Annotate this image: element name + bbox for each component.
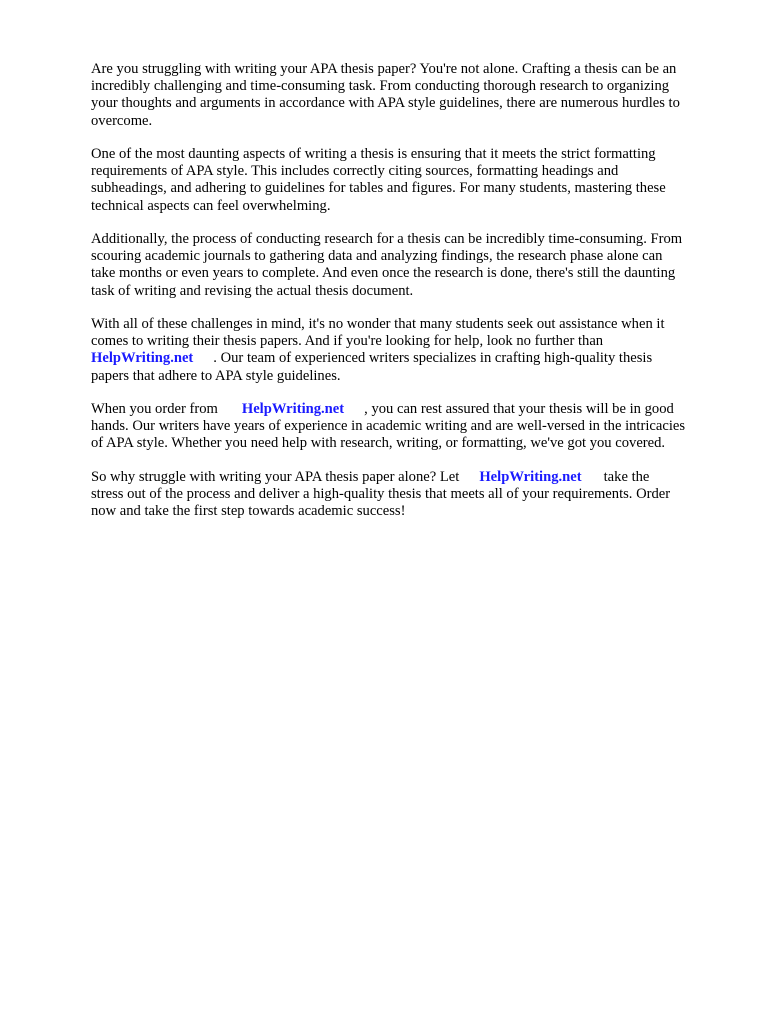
paragraph-assistance	[91, 316, 731, 385]
helpwriting-link-2[interactable]: HelpWriting.net	[241, 401, 345, 417]
helpwriting-link-3[interactable]: HelpWriting.net	[479, 468, 582, 485]
paragraph-assistance-text-after: . Our team of experienced writers specializes in crafting high-quality thesis papers that adhere to APA style guidelines.	[91, 350, 653, 384]
paragraph-order-text-before: When you order from	[91, 401, 218, 417]
paragraph-closing-text-before: So why struggle with writing your APA thesis paper alone? Let	[91, 468, 460, 485]
paragraph-intro: Are you struggling with writing your APA thesis paper? You're not alone. Crafting a thesis can be an incredibly challenging and time-consuming task. From conducting thorough research to organizing your thoughts and arguments in accordance with APA style guidelines, there are numerous hurdles to overcome.	[91, 61, 680, 129]
paragraph-closing-text-after: take the stress out of the process and deliver a high-quality thesis that meets all of your requirements. Order now and take the first step towards academic success!	[91, 468, 671, 520]
paragraph-order-text-after: , you can rest assured that your thesis will be in good hands. Our writers have years of experience in academic writing and are well-versed in the intricacies of APA style. Whether you need help with research, writing, or formatting, we've got you covered.	[91, 401, 686, 452]
document-body	[91, 61, 731, 537]
paragraph-formatting: One of the most daunting aspects of writing a thesis is ensuring that it meets the strict formatting requirements of APA style. This includes correctly citing sources, formatting headings and subheadings, and adhering to guidelines for tables and figures. For many students, mastering these technical aspects can feel overwhelming.	[91, 146, 666, 214]
paragraph-order	[91, 401, 731, 453]
paragraph-research: Additionally, the process of conducting research for a thesis can be incredibly time-consuming. From scouring academic journals to gathering data and analyzing findings, the research phase alone can take months or even years to complete. And even once the research is done, there's still the daunting task of writing and revising the actual thesis document.	[91, 231, 683, 299]
helpwriting-link-1[interactable]: HelpWriting.net	[91, 350, 194, 367]
paragraph-closing	[91, 469, 731, 521]
paragraph-assistance-text-before: With all of these challenges in mind, it's no wonder that many students seek out assistance when it comes to writing their thesis papers. And if you're looking for help, look no further than	[91, 316, 665, 350]
